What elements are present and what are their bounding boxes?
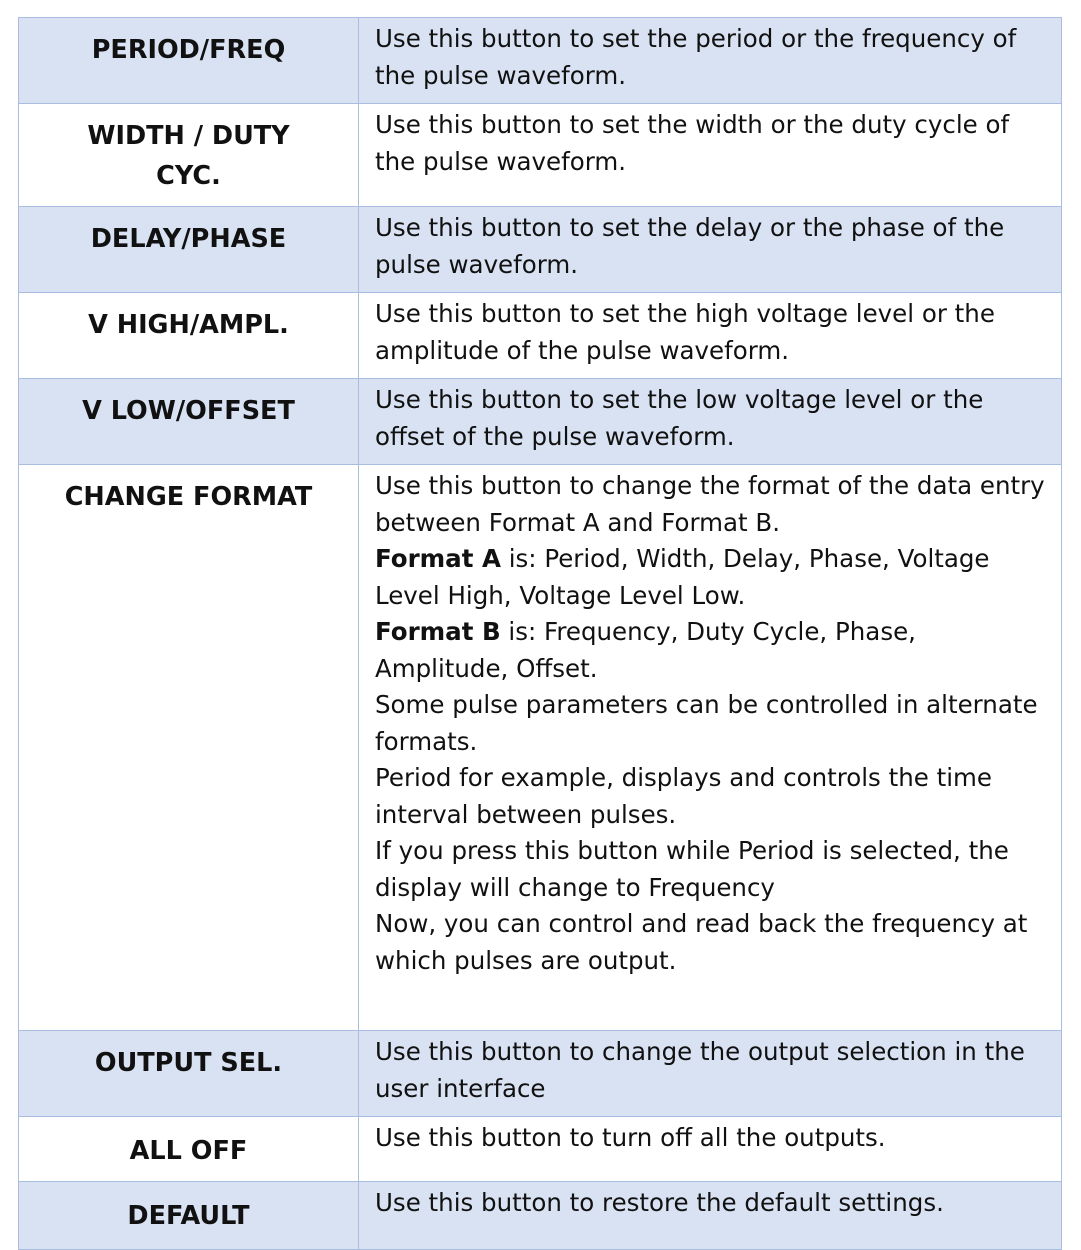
button-description: Use this button to set the high voltage level or the amplitude of the pulse waveform.: [359, 293, 1062, 379]
button-description: Use this button to set the width or the duty cycle of the pulse waveform.: [359, 104, 1062, 207]
button-description: [359, 465, 1062, 1031]
table-row: [19, 293, 1062, 379]
description-line: Period for example, displays and controls the time interval between pulses.: [375, 763, 992, 829]
description-line: [375, 541, 1047, 614]
button-name-text: WIDTH / DUTY CYC.: [87, 121, 290, 191]
button-name: [19, 104, 359, 207]
description-line: Use this button to change the format of the data entry between Format A and Format B.: [375, 471, 1045, 537]
table-row: [19, 207, 1062, 293]
table-row: [19, 104, 1062, 207]
description-line: Some pulse parameters can be controlled in alternate formats.: [375, 690, 1038, 756]
button-name: V LOW/OFFSET: [19, 379, 359, 465]
button-name: DELAY/PHASE: [19, 207, 359, 293]
button-name: CHANGE FORMAT: [19, 465, 359, 1031]
button-description: Use this button to set the delay or the phase of the pulse waveform.: [359, 207, 1062, 293]
format-a-label: Format A: [375, 544, 501, 573]
format-b-text: is: Frequency, Duty Cycle, Phase, Amplitude, Offset.: [375, 617, 916, 683]
description-line: Now, you can control and read back the frequency at which pulses are output.: [375, 909, 1028, 975]
button-description: Use this button to restore the default settings.: [359, 1182, 1062, 1250]
format-a-text: is: Period, Width, Delay, Phase, Voltage Level High, Voltage Level Low.: [375, 544, 990, 610]
button-name: ALL OFF: [19, 1117, 359, 1182]
table-row: [19, 1117, 1062, 1182]
button-description: Use this button to change the output selection in the user interface: [359, 1031, 1062, 1117]
button-description: Use this button to set the low voltage level or the offset of the pulse waveform.: [359, 379, 1062, 465]
button-name: PERIOD/FREQ: [19, 18, 359, 104]
description-line: [375, 614, 1047, 687]
button-description: Use this button to turn off all the outputs.: [359, 1117, 1062, 1182]
table-row: [19, 1182, 1062, 1250]
table-row: [19, 379, 1062, 465]
format-b-label: Format B: [375, 617, 501, 646]
table-row: [19, 18, 1062, 104]
button-name: OUTPUT SEL.: [19, 1031, 359, 1117]
description-line: If you press this button while Period is selected, the display will change to Frequency: [375, 836, 1009, 902]
button-reference-table: [18, 17, 1062, 1250]
button-name: DEFAULT: [19, 1182, 359, 1250]
button-description: Use this button to set the period or the frequency of the pulse waveform.: [359, 18, 1062, 104]
button-name: V HIGH/AMPL.: [19, 293, 359, 379]
table-row: [19, 1031, 1062, 1117]
table-row: [19, 465, 1062, 1031]
